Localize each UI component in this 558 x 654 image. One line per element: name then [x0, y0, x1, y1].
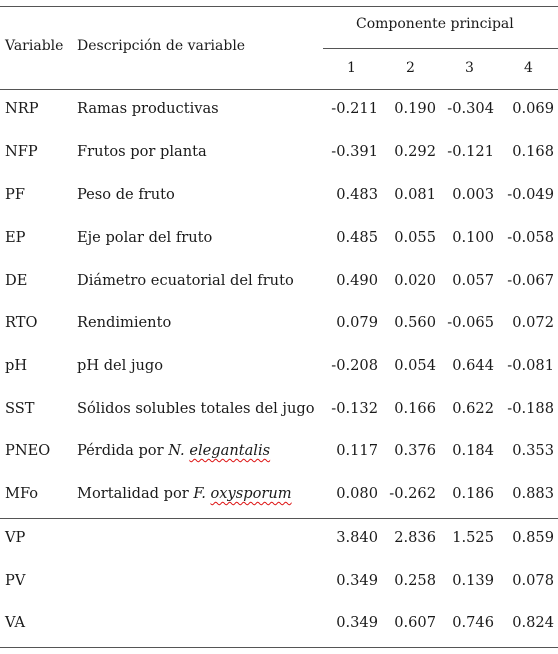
- loading-value-pc3: 0.622: [452, 400, 494, 417]
- loading-value-pc4: 0.883: [512, 485, 554, 502]
- row-code: DE: [5, 272, 28, 289]
- loading-value-pc4: 0.072: [512, 314, 554, 331]
- loading-value-pc3: 0.057: [452, 272, 494, 289]
- row-description-text: Rendimiento: [77, 314, 172, 331]
- row-description: [77, 274, 294, 289]
- species-genus-abbrev: F.: [193, 485, 211, 502]
- loading-value-pc4: 0.353: [512, 442, 554, 459]
- loading-value-pc4: -0.067: [507, 272, 554, 289]
- loading-value-pc1: 0.080: [336, 485, 378, 502]
- row-code: SST: [5, 400, 35, 417]
- loading-value-pc2: 0.054: [394, 357, 436, 374]
- row-code: NRP: [5, 100, 39, 117]
- row-code: PF: [5, 186, 25, 203]
- row-code: pH: [5, 357, 28, 374]
- loading-value-pc1: 3.840: [336, 529, 378, 546]
- loading-value-pc2: 0.258: [394, 572, 436, 589]
- header-component-group: Componente principal: [356, 16, 514, 32]
- loading-value-pc2: 0.607: [394, 614, 436, 631]
- row-description: [77, 359, 163, 374]
- loading-value-pc4: 0.824: [512, 614, 554, 631]
- loading-value-pc3: -0.065: [447, 314, 494, 331]
- species-genus-abbrev: N.: [168, 442, 190, 459]
- top-rule: [0, 6, 558, 7]
- loading-value-pc3: 1.525: [452, 529, 494, 546]
- loading-value-pc1: 0.349: [336, 614, 378, 631]
- loading-value-pc4: -0.188: [507, 400, 554, 417]
- row-description-text: Ramas productivas: [77, 100, 219, 117]
- row-description-text: Diámetro ecuatorial del fruto: [77, 272, 294, 289]
- species-epithet: elegantalis: [189, 442, 271, 459]
- row-description: [77, 402, 314, 417]
- row-code: VA: [5, 614, 26, 631]
- row-description: [77, 102, 219, 117]
- row-description: [77, 188, 175, 203]
- loading-value-pc4: 0.168: [512, 143, 554, 160]
- loading-value-pc4: -0.058: [507, 229, 554, 246]
- loading-value-pc1: 0.117: [336, 442, 378, 459]
- loading-value-pc2: 0.020: [394, 272, 436, 289]
- row-description: [77, 316, 171, 331]
- loading-value-pc1: 0.485: [336, 229, 378, 246]
- row-code: PNEO: [5, 442, 51, 459]
- loading-value-pc4: 0.078: [512, 572, 554, 589]
- summary-separator-rule: [0, 518, 558, 519]
- row-code: VP: [5, 529, 26, 546]
- row-code: PV: [5, 572, 26, 589]
- row-code: MFo: [5, 485, 39, 502]
- loading-value-pc2: 0.166: [394, 400, 436, 417]
- loading-value-pc3: 0.184: [452, 442, 494, 459]
- header-bottom-rule: [0, 89, 558, 90]
- loading-value-pc3: 0.746: [452, 614, 494, 631]
- loading-value-pc1: -0.132: [331, 400, 378, 417]
- row-description-text: Sólidos solubles totales del jugo: [77, 400, 315, 417]
- loading-value-pc1: 0.483: [336, 186, 378, 203]
- header-component-2: 2: [406, 60, 415, 76]
- loading-value-pc3: -0.121: [447, 143, 494, 160]
- component-group-rule: [323, 48, 558, 49]
- loading-value-pc4: 0.069: [512, 100, 554, 117]
- row-description: [77, 444, 270, 459]
- header-description: Descripción de variable: [77, 38, 246, 54]
- loading-value-pc2: 0.055: [394, 229, 436, 246]
- row-description-text: Pérdida por: [77, 442, 169, 459]
- loading-value-pc4: -0.081: [507, 357, 554, 374]
- loading-value-pc2: 0.560: [394, 314, 436, 331]
- bottom-rule: [0, 647, 558, 648]
- loading-value-pc1: -0.211: [331, 100, 378, 117]
- loading-value-pc1: -0.208: [331, 357, 378, 374]
- loading-value-pc3: 0.186: [452, 485, 494, 502]
- row-description-text: pH del jugo: [77, 357, 164, 374]
- loading-value-pc2: -0.262: [389, 485, 436, 502]
- header-component-3: 3: [465, 60, 474, 76]
- loading-value-pc3: 0.003: [452, 186, 494, 203]
- loading-value-pc2: 0.376: [394, 442, 436, 459]
- header-component-4: 4: [524, 60, 533, 76]
- row-code: NFP: [5, 143, 38, 160]
- row-code: RTO: [5, 314, 38, 331]
- loading-value-pc2: 0.081: [394, 186, 436, 203]
- row-description: [77, 145, 207, 160]
- loading-value-pc1: 0.349: [336, 572, 378, 589]
- loading-value-pc3: 0.100: [452, 229, 494, 246]
- row-description: [77, 231, 212, 246]
- loading-value-pc2: 0.292: [394, 143, 436, 160]
- row-description-text: Mortalidad por: [77, 485, 194, 502]
- row-description-text: Peso de fruto: [77, 186, 175, 203]
- row-description: [77, 487, 292, 502]
- loading-value-pc1: -0.391: [331, 143, 378, 160]
- loading-value-pc4: -0.049: [507, 186, 554, 203]
- row-description-species: [168, 442, 270, 459]
- loading-value-pc4: 0.859: [512, 529, 554, 546]
- header-component-1: 1: [347, 60, 356, 76]
- row-description-text: Frutos por planta: [77, 143, 207, 160]
- loading-value-pc1: 0.079: [336, 314, 378, 331]
- loading-value-pc2: 2.836: [394, 529, 436, 546]
- row-description-species: [193, 485, 291, 502]
- header-variable: Variable: [5, 38, 64, 54]
- loading-value-pc1: 0.490: [336, 272, 378, 289]
- species-epithet: oxysporum: [210, 485, 292, 502]
- loading-value-pc3: 0.644: [452, 357, 494, 374]
- loading-value-pc2: 0.190: [394, 100, 436, 117]
- row-code: EP: [5, 229, 26, 246]
- row-description-text: Eje polar del fruto: [77, 229, 213, 246]
- loading-value-pc3: 0.139: [452, 572, 494, 589]
- loading-value-pc3: -0.304: [447, 100, 494, 117]
